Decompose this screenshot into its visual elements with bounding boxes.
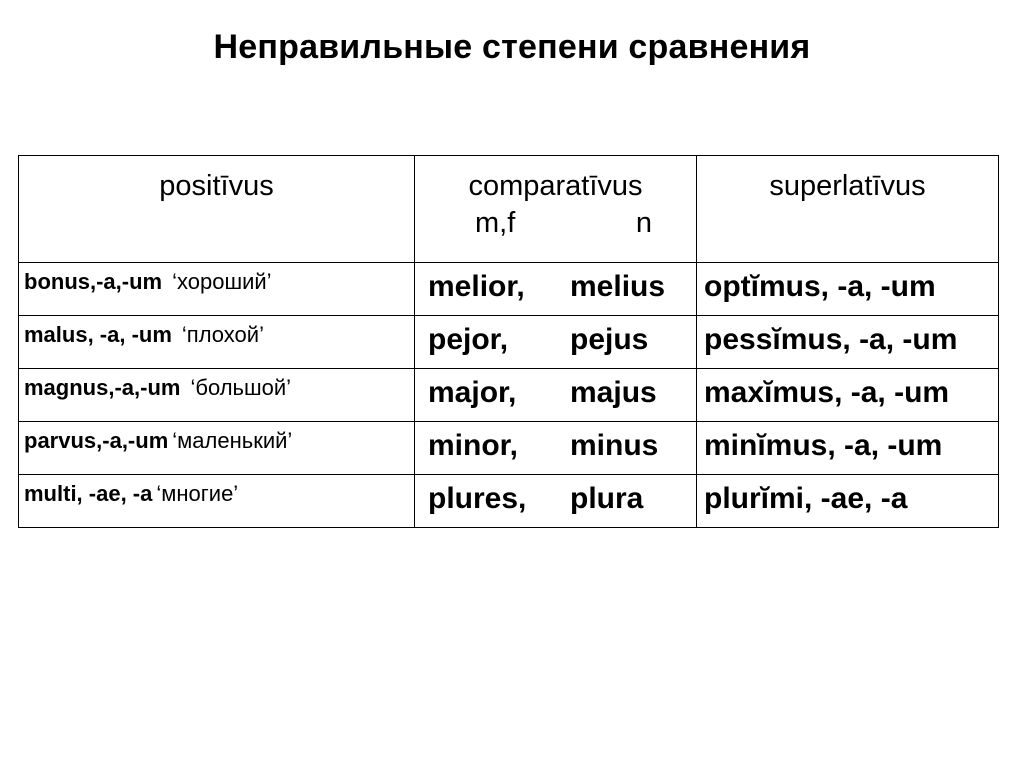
positive-latin: magnus,-a,-um <box>24 375 181 400</box>
comparative-mf: melior, <box>428 270 525 303</box>
comparison-table <box>18 155 999 528</box>
table-header-row <box>19 156 999 263</box>
positive-cell <box>19 422 415 475</box>
header-comparative-n: n <box>635 207 652 239</box>
header-comparative-genders <box>475 207 652 240</box>
positive-translation: ‘большой’ <box>190 375 292 400</box>
comparative-cell <box>415 422 697 475</box>
positive-latin: parvus,-a,-um <box>24 428 169 453</box>
positive-latin: malus, -a, -um <box>24 322 172 347</box>
superlative-cell: plurĭmi, -ae, -a <box>697 475 999 528</box>
positive-latin: multi, -ae, -a <box>24 481 153 506</box>
comparative-n: minus <box>570 429 659 462</box>
positive-cell <box>19 316 415 369</box>
comparative-mf: pejor, <box>428 323 509 356</box>
header-positive: positīvus <box>19 156 415 263</box>
positive-translation: ‘многие’ <box>156 481 239 506</box>
positive-cell <box>19 369 415 422</box>
table-row <box>19 316 999 369</box>
superlative-cell: pessĭmus, -a, -um <box>697 316 999 369</box>
comparative-n: melius <box>570 270 666 303</box>
table-row <box>19 475 999 528</box>
header-comparative <box>415 156 697 263</box>
comparative-n: pejus <box>570 323 649 356</box>
comparative-cell <box>415 263 697 316</box>
positive-cell <box>19 263 415 316</box>
positive-cell <box>19 475 415 528</box>
header-comparative-label: comparatīvus <box>468 170 643 202</box>
comparative-mf: plures, <box>428 482 527 515</box>
comparative-cell <box>415 369 697 422</box>
comparative-mf: minor, <box>428 429 519 462</box>
header-comparative-mf: m,f <box>475 207 516 239</box>
superlative-cell: optĭmus, -a, -um <box>697 263 999 316</box>
positive-latin: bonus,-a,-um <box>24 269 163 294</box>
comparative-mf: major, <box>428 376 517 409</box>
comparative-n: majus <box>570 376 657 409</box>
table-row <box>19 422 999 475</box>
page-title: Неправильные степени сравнения <box>213 28 811 66</box>
positive-translation: ‘плохой’ <box>181 322 264 347</box>
comparative-cell <box>415 316 697 369</box>
table-row <box>19 369 999 422</box>
comparative-n: plura <box>570 482 644 515</box>
superlative-cell: minĭmus, -a, -um <box>697 422 999 475</box>
superlative-cell: maxĭmus, -a, -um <box>697 369 999 422</box>
positive-translation: ‘маленький’ <box>172 428 293 453</box>
table-row <box>19 263 999 316</box>
positive-translation: ‘хороший’ <box>172 269 272 294</box>
comparative-cell <box>415 475 697 528</box>
header-superlative: superlatīvus <box>697 156 999 263</box>
